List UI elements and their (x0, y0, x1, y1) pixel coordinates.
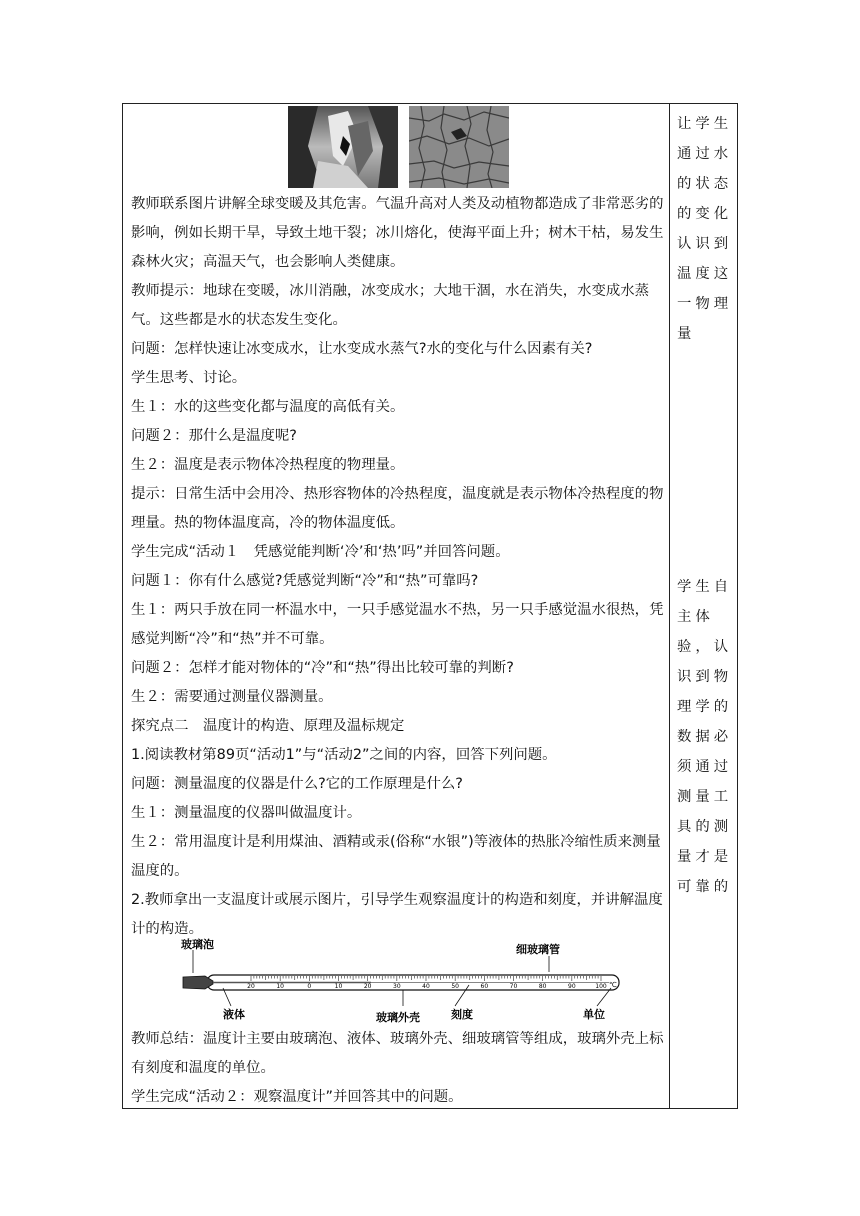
tick-label: 40 (422, 983, 430, 990)
tick-label: 0 (307, 983, 312, 990)
section-heading: 探究点二 温度计的构造、原理及温标规定 (131, 718, 405, 734)
paragraph-student1-thermo: 生１：测量温度的仪器叫做温度计。 (131, 805, 362, 821)
tick-label: 10 (334, 983, 343, 990)
tick-label: 70 (509, 983, 518, 990)
paragraph-teacher-hint: 教师提示：地球在变暖，冰川消融，冰变成水；大地干涸，水在消失，水变成水蒸气。这些都是水的状态发生变化。 (131, 283, 650, 328)
side-note-2: 学生自主体验，认识到物理学的数据必须通过测量工具的测量才是可靠的 (677, 579, 733, 895)
paragraph-activity1: 学生完成“活动１ 凭感觉能判断‘冷’和‘热’吗”并回答问题。 (131, 544, 510, 560)
paragraph-student2-answer: 生２：需要通过测量仪器测量。 (131, 689, 333, 705)
paragraph-student1: 生１：水的这些变化都与温度的高低有关。 (131, 399, 405, 415)
paragraph-question3: 问题：测量温度的仪器是什么?它的工作原理是什么? (131, 776, 463, 792)
lesson-table (122, 103, 738, 1109)
paragraph-student2: 生２：温度是表示物体冷热程度的物理量。 (131, 457, 405, 473)
tick-label: 20 (363, 983, 372, 990)
unit-symbol: ℃ (609, 981, 617, 989)
paragraph-question: 问题：怎样快速让冰变成水，让水变成水蒸气?水的变化与什么因素有关? (131, 341, 593, 357)
paragraph-question1: 问题１：你有什么感觉?凭感觉判断“冷”和“热”可靠吗? (131, 573, 479, 589)
label-scale: 刻度 (451, 1008, 473, 1021)
tick-label: 30 (393, 983, 401, 990)
column-divider (669, 104, 670, 1108)
tick-label: 50 (451, 983, 459, 990)
paragraph-activity2: 学生完成“活动２：观察温度计”并回答其中的问题。 (131, 1089, 463, 1105)
tick-label: 90 (568, 983, 576, 990)
label-tube: 细玻璃管 (516, 943, 560, 956)
paragraph-student1-answer: 生１：两只手放在同一杯温水中，一只手感觉温水不热，另一只手感觉温水很热，凭感觉判断“冷”和“热”并不可靠。 (131, 602, 664, 647)
tick-label: 20 (247, 983, 255, 990)
tick-label: 60 (480, 983, 489, 990)
tick-label: 10 (276, 983, 284, 990)
tick-label: 80 (538, 983, 547, 990)
paragraph-discussion: 学生思考、讨论。 (131, 370, 247, 386)
glacier-photo (288, 106, 398, 188)
paragraph-teacher-show: 2.教师拿出一支温度计或展示图片，引导学生观察温度计的构造和刻度，并讲解温度计的构造。 (131, 892, 663, 937)
label-liquid: 液体 (223, 1008, 245, 1021)
thermometer-diagram (171, 936, 631, 1026)
paragraph-reading: 1.阅读教材第89页“活动1”与“活动2”之间的内容，回答下列问题。 (131, 747, 557, 763)
label-unit: 单位 (583, 1008, 605, 1021)
paragraph-question2: 问题２：那什么是温度呢? (131, 428, 297, 444)
paragraph-hint: 提示：日常生活中会用冷、热形容物体的冷热程度，温度就是表示物体冷热程度的物理量。热的物体温度高，冷的物体温度低。 (131, 486, 664, 531)
paragraph-student2-thermo: 生２：常用温度计是利用煤油、酒精或汞(俗称“水银”)等液体的热胀冷缩性质来测量温度的。 (131, 834, 661, 879)
paragraph-warming: 教师联系图片讲解全球变暖及其危害。气温升高对人类及动植物都造成了非常恶劣的影响，例如长期干旱，导致土地干裂；冰川熔化，使海平面上升；树木干枯，易发生森林火灾；高温天气，也会影响人类健康。 (131, 196, 664, 270)
dry-cracked-earth-photo (409, 106, 509, 188)
label-shell: 玻璃外壳 (376, 1011, 420, 1024)
paragraph-question2b: 问题２：怎样才能对物体的“冷”和“热”得出比较可靠的判断? (131, 660, 514, 676)
side-note-1: 让学生通过水的状态的变化认识到温度这一物理量 (677, 116, 733, 342)
paragraph-teacher-summary: 教师总结：温度计主要由玻璃泡、液体、玻璃外壳、细玻璃管等组成，玻璃外壳上标有刻度和温度的单位。 (131, 1031, 664, 1076)
tick-label: 100 (595, 983, 607, 990)
label-bulb: 玻璃泡 (181, 938, 214, 951)
